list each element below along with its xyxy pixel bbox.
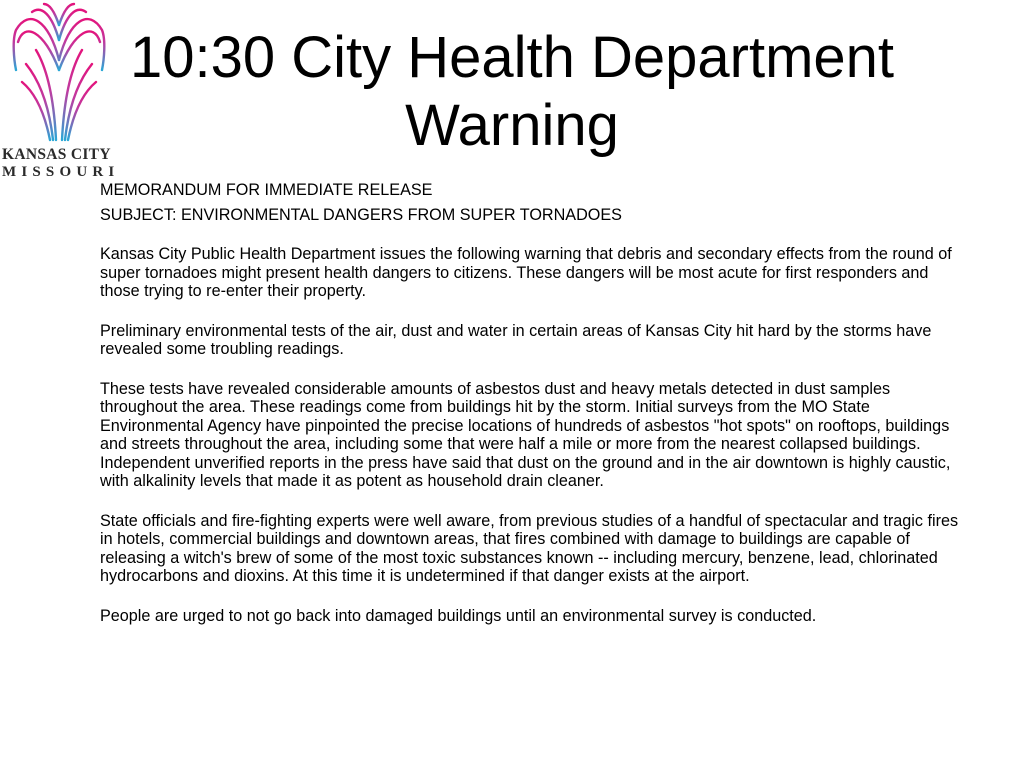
paragraph-1: Kansas City Public Health Department issues the following warning that debris and secondary effects from the round of super tornadoes might present health dangers to citizens. These dangers will be most acute for first responders and those trying to re-enter their property. [100, 245, 952, 300]
title-line-1: 10:30 City Health Department [129, 25, 895, 90]
logo-text-kansas-city: KANSAS CITY [2, 146, 111, 163]
paragraph-3: These tests have revealed considerable amounts of asbestos dust and heavy metals detected in dust samples throughout the area. These readings come from buildings hit by the storm. Initial surveys from the MO State Environmental Agency have pinpointed the precise locations of hundreds of asbestos "hot spots" on rooftops, buildings and streets throughout the area, including some that were half a mile or more from the nearest collapsed buildings. Independent unverified reports in the press have said that dust on the ground and in the air downtown is highly caustic, with alkalinity levels that made it as potent as household drain cleaner. [100, 379, 951, 490]
memo-body [100, 181, 970, 646]
slide-title [0, 24, 1024, 160]
title-line-2: Warning [405, 93, 619, 158]
memo-subject: SUBJECT: ENVIRONMENTAL DANGERS FROM SUPER TORNADOES [100, 205, 622, 224]
paragraph-5: People are urged to not go back into damaged buildings until an environmental survey is conducted. [100, 606, 817, 625]
paragraph-4: State officials and fire-fighting experts were well aware, from previous studies of a handful of spectacular and tragic fires in hotels, commercial buildings and downtown areas, that fires combined with damage to buildings are capable of releasing a witch's brew of some of the most toxic substances known -- including mercury, benzene, lead, chlorinated hydrocarbons and dioxins. At this time it is undetermined if that danger exists at the airport. [100, 511, 959, 585]
paragraph-2: Preliminary environmental tests of the air, dust and water in certain areas of Kansas City hit hard by the storms have revealed some troubling readings. [100, 321, 932, 358]
memo-heading: MEMORANDUM FOR IMMEDIATE RELEASE [100, 181, 433, 199]
logo-text-missouri: MISSOURI [2, 164, 120, 180]
